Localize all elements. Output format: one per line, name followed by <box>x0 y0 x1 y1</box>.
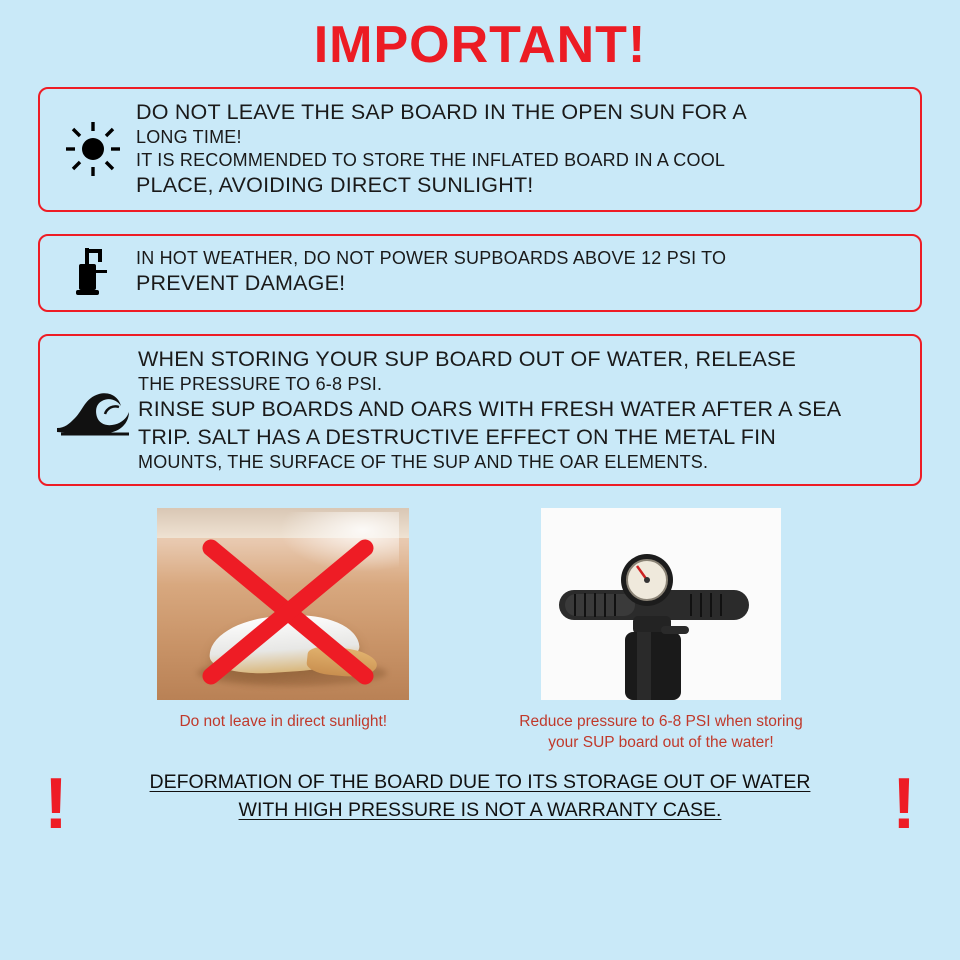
text-line: TRIP. SALT HAS A DESTRUCTIVE EFFECT ON THE METAL FIN <box>138 424 777 449</box>
footer-line-1: DEFORMATION OF THE BOARD DUE TO ITS STORAGE OUT OF WATER <box>149 771 811 794</box>
warning-text-wave <box>136 346 906 475</box>
pump-gauge-photo <box>541 508 781 700</box>
footer-text <box>0 768 960 825</box>
text-line: IT IS RECOMMENDED TO STORE THE INFLATED BOARD IN A COOL <box>136 150 726 171</box>
photo-block-pump <box>519 508 802 754</box>
red-cross-icon <box>157 508 409 700</box>
text-line: LONG TIME! <box>136 127 242 148</box>
warning-text-sun <box>136 99 906 200</box>
photo-block-beach <box>157 508 409 754</box>
page-title: IMPORTANT! <box>313 16 647 74</box>
wave-icon <box>50 384 136 436</box>
pump-photo-caption <box>519 712 802 754</box>
exclamation-right-icon: ! <box>892 764 916 845</box>
warning-box-pump <box>38 234 922 312</box>
text-line: RINSE SUP BOARDS AND OARS WITH FRESH WATER AFTER A SEA <box>138 397 842 422</box>
footer-warning <box>0 764 960 878</box>
pump-icon <box>50 246 136 300</box>
exclamation-left-icon: ! <box>44 764 68 845</box>
photo-row <box>0 508 960 754</box>
text-line: IN HOT WEATHER, DO NOT POWER SUPBOARDS ABOVE 12 PSI TO <box>136 248 727 269</box>
text-line: PREVENT DAMAGE! <box>136 271 346 296</box>
text-line: DO NOT LEAVE THE SAP BOARD IN THE OPEN SUN FOR A <box>136 99 747 124</box>
warning-box-sun <box>38 87 922 212</box>
text-line: WHEN STORING YOUR SUP BOARD OUT OF WATER, RELEASE <box>138 346 797 371</box>
warning-text-pump <box>136 247 906 298</box>
beach-board-photo <box>157 508 409 700</box>
footer-line-2: WITH HIGH PRESSURE IS NOT A WARRANTY CASE. <box>238 799 722 822</box>
sun-icon <box>50 121 136 177</box>
pump-caption-line-2: your SUP board out of the water! <box>548 734 774 752</box>
pump-caption-line-1: Reduce pressure to 6-8 PSI when storing <box>519 713 803 731</box>
text-line: THE PRESSURE TO 6-8 PSI. <box>138 374 383 395</box>
text-line: MOUNTS, THE SURFACE OF THE SUP AND THE OAR ELEMENTS. <box>138 452 709 473</box>
beach-photo-caption: Do not leave in direct sunlight! <box>179 713 388 731</box>
text-line: PLACE, AVOIDING DIRECT SUNLIGHT! <box>136 173 534 198</box>
warning-box-wave <box>38 334 922 487</box>
